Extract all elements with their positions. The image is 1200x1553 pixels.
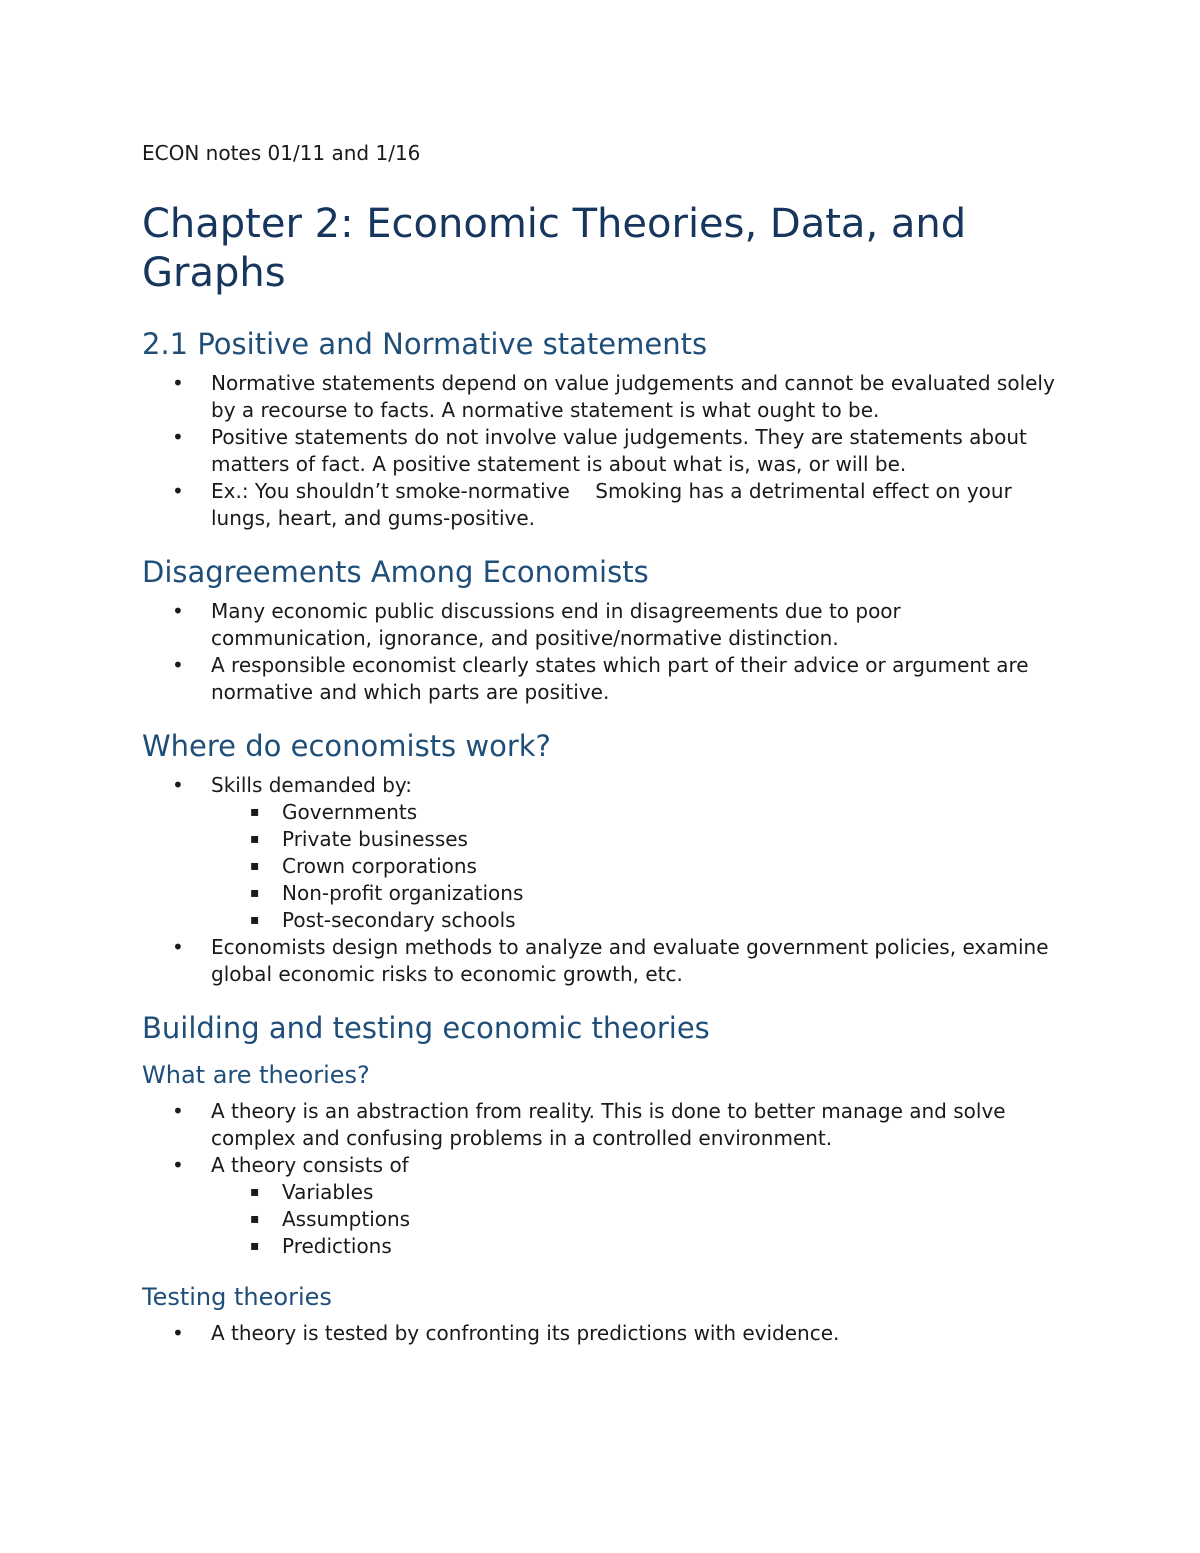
- square-bullet-icon: ▪: [250, 1238, 260, 1254]
- sub-bullet-list: [142, 1179, 1062, 1260]
- chapter-title: Chapter 2: Economic Theories, Data, and Graphs: [142, 201, 967, 296]
- section-disagreements: [142, 554, 1062, 706]
- square-bullet-icon: ▪: [250, 885, 260, 901]
- section-building-testing-theories: [142, 1010, 1062, 1347]
- bullet-list: [142, 1320, 1062, 1347]
- sub-list-item: ▪ Post-secondary schools: [250, 908, 516, 932]
- section-heading: 2.1 Positive and Normative statements: [142, 327, 708, 361]
- bullet-icon: •: [172, 1321, 184, 1345]
- bullet-icon: •: [172, 935, 184, 959]
- bullet-list: [142, 772, 1062, 988]
- sub-list-item: ▪ Governments: [250, 800, 418, 824]
- section-positive-normative: [142, 326, 1062, 532]
- square-bullet-icon: ▪: [250, 912, 260, 928]
- sub-list-item: ▪ Crown corporations: [250, 854, 477, 878]
- section-heading: Where do economists work?: [142, 729, 551, 763]
- bullet-icon: •: [172, 773, 184, 797]
- nested-list-container: [142, 799, 1062, 934]
- bullet-list: [142, 598, 1062, 706]
- square-bullet-icon: ▪: [250, 831, 260, 847]
- document-page: [142, 138, 1062, 1369]
- list-item: • A responsible economist clearly states which part of their advice or argument are normative and which parts are positive.: [172, 653, 1029, 704]
- list-item: • Economists design methods to analyze and evaluate government policies, examine global economic risks to economic growth, etc.: [172, 935, 1049, 986]
- section-heading: Disagreements Among Economists: [142, 555, 649, 589]
- list-item: • Ex.: You shouldn’t smoke-normative Smoking has a detrimental effect on your lungs, heart, and gums-positive.: [172, 479, 1019, 530]
- document-header: ECON notes 01/11 and 1/16: [142, 141, 421, 165]
- list-item: • Normative statements depend on value judgements and cannot be evaluated solely by a recourse to facts. A normative statement is what ought to be.: [172, 371, 1055, 422]
- square-bullet-icon: ▪: [250, 1184, 260, 1200]
- bullet-icon: •: [172, 599, 184, 623]
- sub-list-item: ▪ Assumptions: [250, 1207, 411, 1231]
- bullet-icon: •: [172, 425, 184, 449]
- square-bullet-icon: ▪: [250, 858, 260, 874]
- nested-list-container: [142, 1179, 1062, 1260]
- bullet-icon: •: [172, 1153, 184, 1177]
- bullet-icon: •: [172, 371, 184, 395]
- section-heading: Building and testing economic theories: [142, 1011, 710, 1045]
- sub-bullet-list: [142, 799, 1062, 934]
- sub-list-item: ▪ Private businesses: [250, 827, 468, 851]
- bullet-icon: •: [172, 479, 184, 503]
- bullet-icon: •: [172, 1099, 184, 1123]
- section-where-economists-work: [142, 728, 1062, 988]
- subsection-heading: Testing theories: [142, 1283, 332, 1311]
- list-item: • A theory consists of: [172, 1153, 409, 1177]
- square-bullet-icon: ▪: [250, 1211, 260, 1227]
- bullet-list: [142, 370, 1062, 532]
- list-item: • A theory is an abstraction from reality. This is done to better manage and solve complex and confusing problems in a controlled environment.: [172, 1099, 1006, 1150]
- sub-list-item: ▪ Non-profit organizations: [250, 881, 524, 905]
- list-item: • Many economic public discussions end in disagreements due to poor communication, ignorance, and positive/normative distinction.: [172, 599, 901, 650]
- bullet-list: [142, 1098, 1062, 1260]
- list-item: • A theory is tested by confronting its predictions with evidence.: [172, 1321, 840, 1345]
- square-bullet-icon: ▪: [250, 804, 260, 820]
- subsection-heading: What are theories?: [142, 1061, 370, 1089]
- list-item: • Positive statements do not involve value judgements. They are statements about matters of fact. A positive statement is about what is, was, or will be.: [172, 425, 1027, 476]
- list-item: • Skills demanded by:: [172, 773, 413, 797]
- sub-list-item: ▪ Predictions: [250, 1234, 392, 1258]
- sub-list-item: ▪ Variables: [250, 1180, 374, 1204]
- bullet-icon: •: [172, 653, 184, 677]
